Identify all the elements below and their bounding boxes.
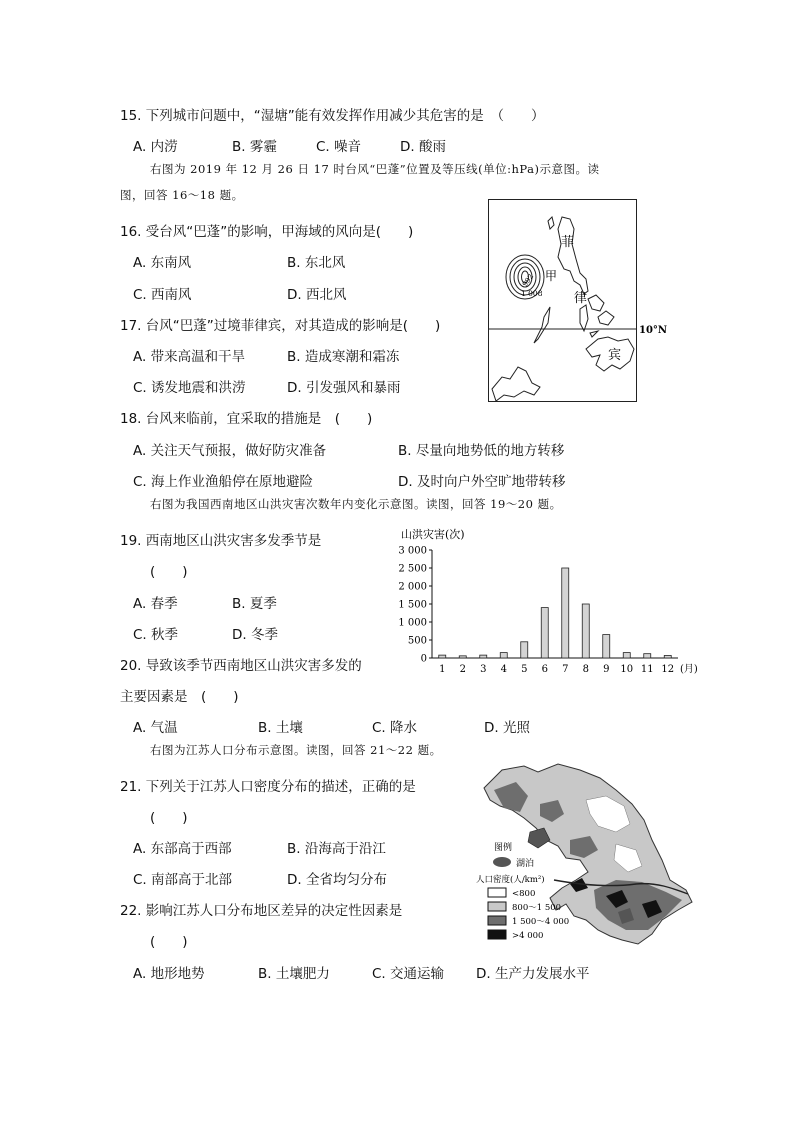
typhoon-map bbox=[488, 199, 678, 404]
q15-option-b[interactable]: B. 雾霾 bbox=[232, 139, 277, 155]
q15-option-d[interactable]: D. 酸雨 bbox=[400, 139, 446, 155]
label-lv: 律 bbox=[574, 291, 588, 306]
label-992: 992 bbox=[521, 272, 536, 289]
chart-x-tick-label: 10 bbox=[620, 664, 634, 675]
q22-option-c[interactable]: C. 交通运输 bbox=[372, 966, 445, 982]
chart-bar-3 bbox=[480, 655, 487, 658]
chart-x-axis-label: (月) bbox=[680, 664, 698, 675]
chart-y-axis-label: 山洪灾害(次) bbox=[401, 528, 465, 541]
chart-y-tick-label: 0 bbox=[420, 653, 427, 665]
q21-option-a[interactable]: A. 东部高于西部 bbox=[133, 841, 232, 857]
chart-bar-7 bbox=[562, 568, 569, 658]
chart-bar-10 bbox=[623, 653, 630, 658]
q19-paren: ( ) bbox=[150, 564, 188, 580]
chart-x-tick-label: 6 bbox=[541, 664, 548, 675]
chart-x-tick-label: 2 bbox=[459, 664, 466, 675]
q21-stem: 21. 下列关于江苏人口密度分布的描述，正确的是 bbox=[120, 779, 416, 795]
chart-bar-9 bbox=[603, 635, 610, 658]
chart-bar-2 bbox=[459, 656, 466, 658]
q19-option-c[interactable]: C. 秋季 bbox=[133, 627, 179, 643]
label-1008: 1 008 bbox=[521, 289, 543, 298]
q21-option-d[interactable]: D. 全省均匀分布 bbox=[287, 872, 387, 888]
q20-option-c[interactable]: C. 降水 bbox=[372, 720, 418, 736]
chart-x-tick-label: 9 bbox=[603, 664, 610, 675]
chart-y-tick-label: 3 000 bbox=[398, 545, 427, 557]
chart-x-tick-label: 7 bbox=[562, 664, 569, 675]
q18-option-c[interactable]: C. 海上作业渔船停在原地避险 bbox=[133, 474, 314, 490]
label-jia: 甲 bbox=[545, 269, 558, 283]
flood-bar-chart bbox=[388, 524, 708, 684]
chart-x-tick-label: 8 bbox=[582, 664, 589, 675]
chart-bar-6 bbox=[541, 608, 548, 658]
legend-label-3: 1 500～4 000 bbox=[512, 917, 570, 927]
q16-stem: 16. 受台风“巴蓬”的影响，甲海域的风向是( ) bbox=[120, 224, 414, 240]
jiangsu-population-map bbox=[466, 760, 706, 955]
chart-y-tick-label: 2 500 bbox=[398, 563, 427, 575]
legend-swatch-2 bbox=[488, 902, 506, 911]
chart-bar-1 bbox=[439, 655, 446, 658]
q15-option-a[interactable]: A. 内涝 bbox=[133, 139, 178, 155]
chart-x-tick-label: 12 bbox=[661, 664, 675, 675]
q16-option-c[interactable]: C. 西南风 bbox=[133, 287, 192, 303]
chart-x-tick-label: 3 bbox=[480, 664, 487, 675]
chart-y-tick-label: 1 500 bbox=[398, 599, 427, 611]
legend-lake-label: 湖泊 bbox=[516, 859, 535, 869]
q19-option-a[interactable]: A. 春季 bbox=[133, 596, 178, 612]
label-fei: 菲 bbox=[561, 235, 575, 250]
q20-stem-line2: 主要因素是 ( ) bbox=[120, 689, 239, 705]
intro-typhoon-line1: 右图为 2019 年 12 月 26 日 17 时台风“巴蓬”位置及等压线(单位:hPa)示意图。读 bbox=[150, 162, 600, 176]
q18-option-d[interactable]: D. 及时向户外空旷地带转移 bbox=[398, 474, 566, 490]
intro-flood: 右图为我国西南地区山洪灾害次数年内变化示意图。读图，回答 19～20 题。 bbox=[150, 497, 562, 511]
intro-jiangsu: 右图为江苏人口分布示意图。读图，回答 21～22 题。 bbox=[150, 743, 442, 757]
q16-option-b[interactable]: B. 东北风 bbox=[287, 255, 346, 271]
legend-density-title: 人口密度(人/km²) bbox=[476, 875, 545, 885]
q22-paren: ( ) bbox=[150, 934, 188, 950]
chart-x-tick-label: 11 bbox=[640, 664, 654, 675]
chart-x-tick-label: 1 bbox=[439, 664, 446, 675]
q20-option-a[interactable]: A. 气温 bbox=[133, 720, 178, 736]
q20-option-b[interactable]: B. 土壤 bbox=[258, 720, 303, 736]
chart-x-tick-label: 4 bbox=[500, 664, 507, 675]
legend-swatch-3 bbox=[488, 916, 506, 925]
q19-stem: 19. 西南地区山洪灾害多发季节是 bbox=[120, 533, 322, 549]
q17-option-b[interactable]: B. 造成寒潮和霜冻 bbox=[287, 349, 400, 365]
q22-stem: 22. 影响江苏人口分布地区差异的决定性因素是 bbox=[120, 903, 403, 919]
chart-bar-8 bbox=[582, 604, 589, 658]
legend-swatch-4 bbox=[488, 930, 506, 939]
label-10n: 10°N bbox=[639, 325, 668, 336]
q20-option-d[interactable]: D. 光照 bbox=[484, 720, 530, 736]
q18-option-b[interactable]: B. 尽量向地势低的地方转移 bbox=[398, 443, 565, 459]
legend-title: 图例 bbox=[494, 843, 513, 853]
q17-option-a[interactable]: A. 带来高温和干旱 bbox=[133, 349, 246, 365]
q20-stem-line1: 20. 导致该季节西南地区山洪灾害多发的 bbox=[120, 658, 362, 674]
chart-y-tick-label: 2 000 bbox=[398, 581, 427, 593]
q15-option-c[interactable]: C. 噪音 bbox=[316, 139, 362, 155]
q18-stem: 18. 台风来临前，宜采取的措施是 ( ) bbox=[120, 411, 373, 427]
q19-option-b[interactable]: B. 夏季 bbox=[232, 596, 277, 612]
chart-y-tick-label: 500 bbox=[407, 635, 427, 647]
q22-option-b[interactable]: B. 土壤肥力 bbox=[258, 966, 330, 982]
q22-option-a[interactable]: A. 地形地势 bbox=[133, 966, 205, 982]
chart-bar-12 bbox=[664, 655, 671, 658]
q21-option-b[interactable]: B. 沿海高于沿江 bbox=[287, 841, 386, 857]
legend-label-1: <800 bbox=[512, 889, 536, 899]
intro-typhoon-line2: 图，回答 16～18 题。 bbox=[120, 188, 244, 202]
map-frame bbox=[489, 200, 637, 402]
legend-lake-swatch bbox=[493, 857, 511, 867]
label-bin: 宾 bbox=[608, 348, 622, 363]
q17-option-c[interactable]: C. 诱发地震和洪涝 bbox=[133, 380, 246, 396]
q19-option-d[interactable]: D. 冬季 bbox=[232, 627, 278, 643]
legend-swatch-1 bbox=[488, 888, 506, 897]
chart-y-tick-label: 1 000 bbox=[398, 617, 427, 629]
chart-bar-5 bbox=[521, 642, 528, 658]
q21-paren: ( ) bbox=[150, 810, 188, 826]
q17-stem: 17. 台风“巴蓬”过境菲律宾，对其造成的影响是( ) bbox=[120, 318, 441, 334]
q16-option-a[interactable]: A. 东南风 bbox=[133, 255, 192, 271]
q17-option-d[interactable]: D. 引发强风和暴雨 bbox=[287, 380, 401, 396]
chart-bar-11 bbox=[644, 654, 651, 658]
chart-x-tick-label: 5 bbox=[521, 664, 528, 675]
q15-stem: 15. 下列城市问题中，“湿塘”能有效发挥作用减少其危害的是 （ ） bbox=[120, 108, 545, 124]
q22-option-d[interactable]: D. 生产力发展水平 bbox=[476, 966, 590, 982]
q18-option-a[interactable]: A. 关注天气预报，做好防灾准备 bbox=[133, 443, 327, 459]
legend-label-4: >4 000 bbox=[512, 931, 544, 941]
q21-option-c[interactable]: C. 南部高于北部 bbox=[133, 872, 233, 888]
chart-bar-4 bbox=[500, 653, 507, 658]
legend-label-2: 800～1 500 bbox=[512, 903, 562, 913]
q16-option-d[interactable]: D. 西北风 bbox=[287, 287, 347, 303]
